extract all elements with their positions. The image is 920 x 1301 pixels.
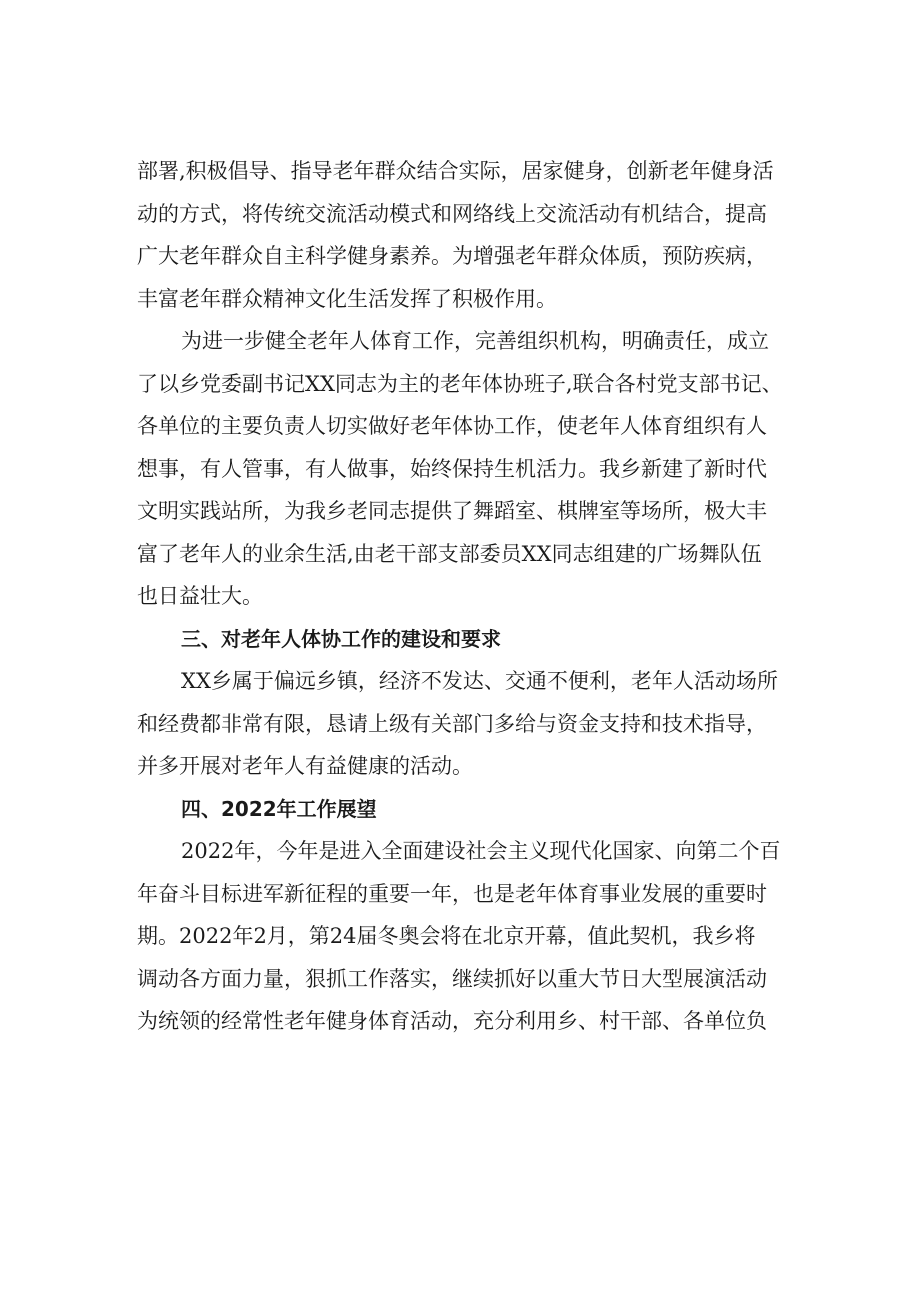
section-heading: 三、对老年人体协工作的建设和要求: [181, 626, 501, 651]
paragraph-line: 和经费都非常有限，恳请上级有关部门多给与资金支持和技术指导，: [137, 711, 767, 736]
paragraph-line: 2022年，今年是进入全面建设社会主义现代化国家、向第二个百: [181, 839, 781, 863]
paragraph-line: 了以乡党委副书记XX同志为主的老年体协班子,联合各村党支部书记、: [137, 371, 783, 396]
paragraph-line: 为统领的经常性老年健身体育活动，充分利用乡、村干部、各单位负: [137, 1009, 767, 1033]
paragraph-line: 也日益壮大。: [137, 584, 263, 608]
paragraph-line: 想事，有人管事，有人做事，始终保持生机活力。我乡新建了新时代: [137, 456, 767, 481]
paragraph-line: 富了老年人的业余生活,由老干部支部委员XX同志组建的广场舞队伍: [137, 541, 762, 566]
paragraph-line: 期。2022年2月，第24届冬奥会将在北京开幕，值此契机，我乡将: [137, 924, 756, 948]
paragraph-line: 调动各方面力量，狠抓工作落实，继续抓好以重大节日大型展演活动: [137, 966, 767, 991]
paragraph-line: 各单位的主要负责人切实做好老年体协工作，使老年人体育组织有人: [137, 414, 767, 438]
paragraph-line: 部署,积极倡导、指导老年群众结合实际，居家健身，创新老年健身活: [137, 159, 774, 183]
paragraph-line: 广大老年群众自主科学健身素养。为增强老年群众体质，预防疾病，: [137, 244, 767, 268]
paragraph-line: 文明实践站所，为我乡老同志提供了舞蹈室、棋牌室等场所，极大丰: [137, 499, 767, 523]
paragraph-line: 并多开展对老年人有益健康的活动。: [137, 754, 473, 778]
section-heading: 四、2022年工作展望: [181, 796, 377, 821]
paragraph-line: 动的方式，将传统交流活动模式和网络线上交流活动有机结合，提高: [137, 201, 767, 226]
paragraph-line: 为进一步健全老年人体育工作，完善组织机构，明确责任，成立: [181, 329, 769, 353]
document-body: [137, 150, 797, 1043]
paragraph-line: 丰富老年群众精神文化生活发挥了积极作用。: [137, 286, 557, 311]
paragraph-line: 年奋斗目标进军新征程的重要一年，也是老年体育事业发展的重要时: [137, 881, 767, 906]
paragraph-line: XX乡属于偏远乡镇，经济不发达、交通不便利，老年人活动场所: [181, 669, 778, 693]
